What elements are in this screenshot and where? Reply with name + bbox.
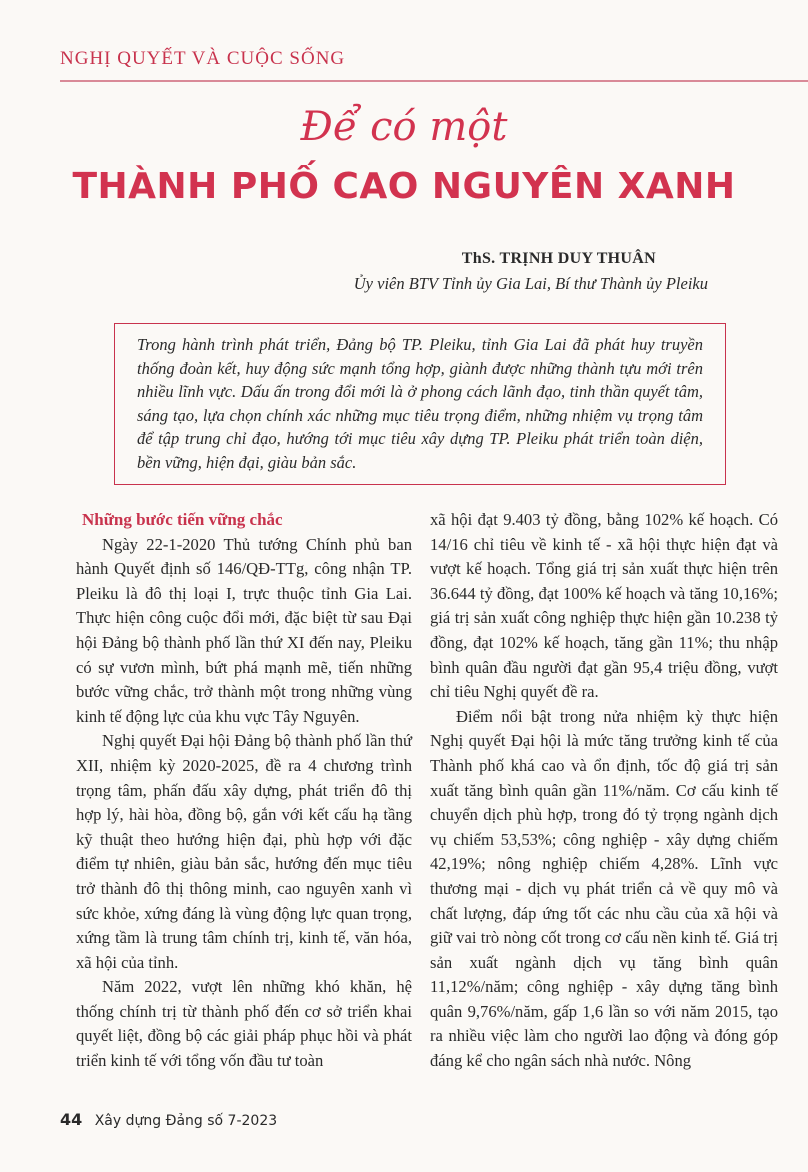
section-subheading: Những bước tiến vững chắc <box>82 510 283 529</box>
right-column <box>430 508 778 1074</box>
publication-name: Xây dựng Đảng số 7-2023 <box>94 1113 278 1129</box>
section-header: NGHỊ QUYẾT VÀ CUỘC SỐNG <box>60 48 346 69</box>
author-name: ThS. TRỊNH DUY THUÂN <box>461 250 656 267</box>
header-divider <box>60 80 808 82</box>
paragraph: Ngày 22-1-2020 Thủ tướng Chính phủ ban hành Quyết định số 146/QĐ-TTg, công nhận TP. Pleiku là đô thị loại I, trực thuộc tỉnh Gia Lai. Thực hiện công cuộc đổi mới, đặc biệt từ sau Đại hội Đảng bộ thành phố lần thứ XI đến nay, Pleiku có sự vươn mình, bứt phá mạnh mẽ, tiến những bước vững chắc, trở thành một trong những vùng kinh tế động lực của khu vực Tây Nguyên. <box>76 534 412 726</box>
author-role: Ủy viên BTV Tỉnh ủy Gia Lai, Bí thư Thành ủy Pleiku <box>353 274 708 293</box>
article-title-script: Để có một <box>300 104 508 150</box>
page-footer <box>60 1110 277 1129</box>
paragraph: Điểm nổi bật trong nửa nhiệm kỳ thực hiện Nghị quyết Đại hội là mức tăng trưởng kinh tế của Thành phố khá cao và ổn định, tốc độ giá trị sản xuất tăng bình quân gần 11%/năm. Cơ cấu kinh tế chuyển dịch phù hợp, trong đó tỷ trọng ngành dịch vụ chiếm 53,53%; công nghiệp - xây dựng chiếm 42,19%; nông nghiệp chiếm 4,28%. Lĩnh vực thương mại - dịch vụ phát triển cả về quy mô và chất lượng, đáp ứng tốt các nhu cầu của xã hội và giữ vai trò nòng cốt trong cơ cấu nền kinh tế. Giá trị sản xuất ngành dịch vụ tăng bình quân 11,12%/năm; công nghiệp - xây dựng tăng bình quân 9,76%/năm, gấp 1,6 lần so với năm 2015, tạo ra nhiều việc làm cho người lao động và đóng góp đáng kể cho ngân sách nhà nước. Nông <box>430 706 778 1071</box>
page-number: 44 <box>60 1110 83 1129</box>
paragraph: xã hội đạt 9.403 tỷ đồng, bằng 102% kế hoạch. Có 14/16 chỉ tiêu về kinh tế - xã hội thực hiện đạt và vượt kế hoạch. Tổng giá trị sản xuất thực hiện trên 36.644 tỷ đồng, đạt 100% kế hoạch và tăng 10,16%; giá trị sản xuất công nghiệp thực hiện gần 10.238 tỷ đồng, đạt 102% kế hoạch, tăng gần 11%; thu nhập bình quân đầu người đạt gần 95,4 triệu đồng, vượt chỉ tiêu Nghị quyết đề ra. <box>430 510 778 702</box>
paragraph: Nghị quyết Đại hội Đảng bộ thành phố lần thứ XII, nhiệm kỳ 2020-2025, đề ra 4 chương trình trọng tâm, phấn đấu xây dựng, phát triển đô thị hợp lý, hài hòa, đồng bộ, gắn với kết cấu hạ tầng kỹ thuật theo hướng hiện đại, phù hợp với đặc điểm tự nhiên, giàu bản sắc, hướng đến mục tiêu trở thành đô thị thông minh, cao nguyên xanh vì sức khỏe, xứng đáng là vùng động lực quan trọng, xứng tầm là trung tâm chính trị, kinh tế, văn hóa, xã hội của tỉnh. <box>76 731 412 972</box>
paragraph: Năm 2022, vượt lên những khó khăn, hệ thống chính trị từ thành phố đến cơ sở triển khai quyết liệt, đồng bộ các giải pháp phục hồi và phát triển kinh tế với tổng vốn đầu tư toàn <box>76 977 412 1071</box>
abstract-text: Trong hành trình phát triển, Đảng bộ TP. Pleiku, tỉnh Gia Lai đã phát huy truyền thống đoàn kết, huy động sức mạnh tổng hợp, giành được những thành tựu mới trên nhiều lĩnh vực. Dấu ấn trong đổi mới là ở phong cách lãnh đạo, tinh thần quyết tâm, sáng tạo, lựa chọn chính xác những mục tiêu trọng điểm, những nhiệm vụ trọng tâm để tập trung chỉ đạo, hướng tới mục tiêu xây dựng TP. Pleiku phát triển toàn diện, bền vững, hiện đại, giàu bản sắc. <box>137 335 703 472</box>
left-column <box>76 508 412 1074</box>
abstract-box <box>114 323 726 485</box>
article-title: THÀNH PHỐ CAO NGUYÊN XANH <box>72 166 736 207</box>
